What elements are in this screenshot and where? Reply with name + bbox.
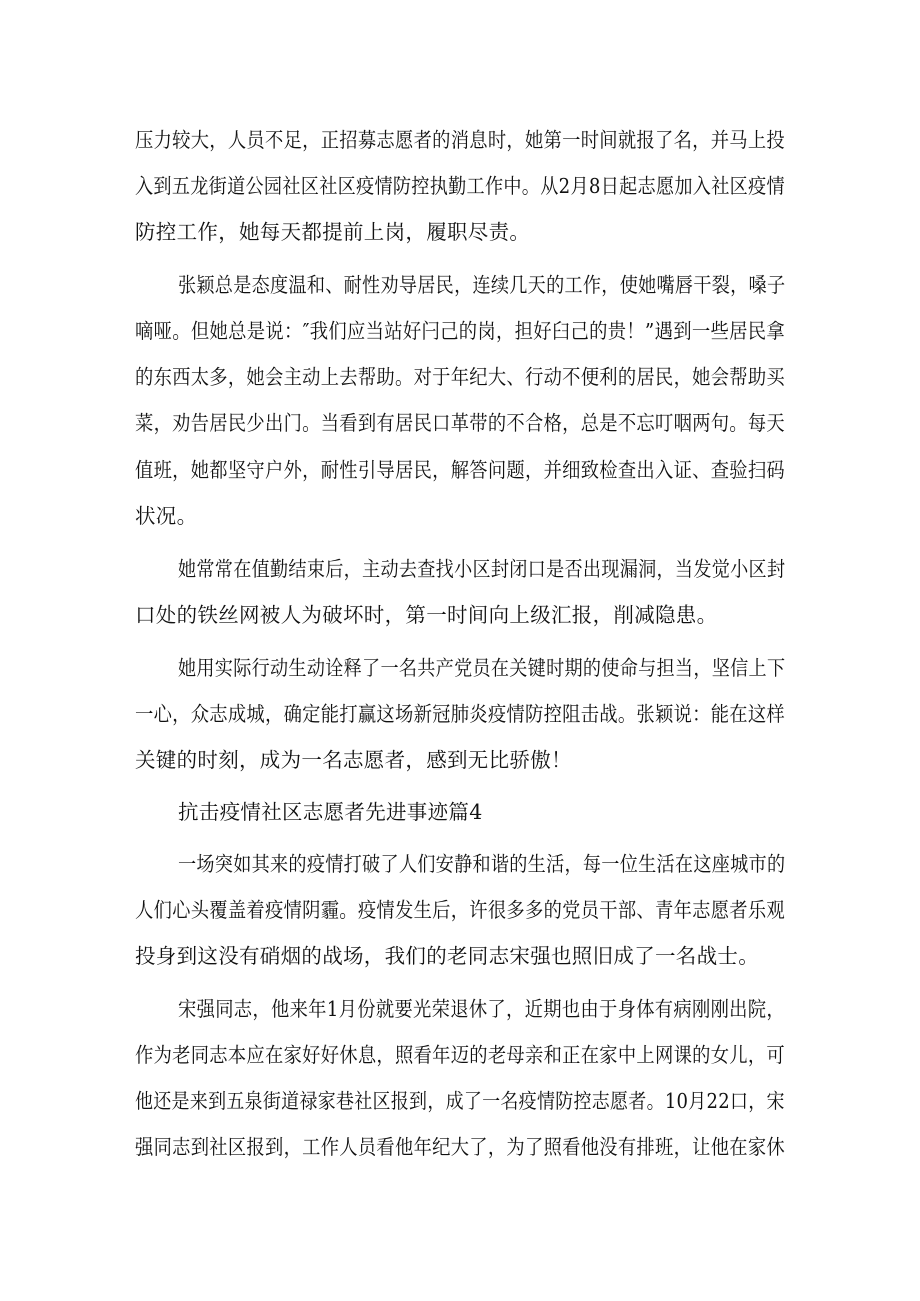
paragraph-2-line-6: 状况。 — [135, 504, 198, 528]
paragraph-4-line-3: 关键的时刻，成为一名志愿者，感到无比骄傲！ — [135, 748, 572, 772]
paragraph-1-line-1: 压力较大，人员不足，正招募志愿者的消息时，她第一时间就报了名，并马上投 — [135, 128, 785, 152]
paragraph-5-line-2: 人们心头覆盖着疫情阴霾。疫情发生后，许很多多的党员干部、青年志愿者乐观 — [135, 898, 785, 922]
paragraph-1-line-2: 入到五龙街道公园社区社区疫情防控执勤工作中。从2月8日起志愿加入社区疫情 — [135, 174, 785, 198]
paragraph-4-line-1: 她用实际行动生动诠释了一名共产党员在关键时期的使命与担当，坚信上下 — [178, 656, 786, 680]
paragraph-6-line-1: 宋强同志，他来年1月份就要光荣退休了，近期也由于身体有病刚刚出院， — [178, 997, 785, 1021]
paragraph-2-line-3: 的东西太多，她会主动上去帮助。对于年纪大、行动不便利的居民，她会帮助买 — [135, 365, 785, 389]
paragraph-5-line-3: 投身到这没有硝烟的战场，我们的老同志宋强也照旧成了一名战士。 — [135, 944, 759, 968]
paragraph-6-line-3: 他还是来到五泉街道禄家巷社区报到，成了一名疫情防控志愿者。10月22口，宋 — [135, 1089, 785, 1113]
paragraph-6-line-2: 作为老同志本应在家好好休息，照看年迈的老母亲和正在家中上网课的女儿，可 — [135, 1043, 785, 1067]
section-heading: 抗击疫情社区志愿者先进事迹篇4 — [178, 800, 483, 824]
paragraph-1-line-3: 防控工作，她每天都提前上岗，履职尽责。 — [135, 220, 531, 244]
paragraph-6-line-4: 强同志到社区报到，工作人员看他年纪大了，为了照看他没有排班，让他在家休 — [135, 1135, 785, 1159]
paragraph-4-line-2: 一心，众志成城，确定能打赢这场新冠肺炎疫情防控阻击战。张颖说：能在这样 — [135, 702, 785, 726]
paragraph-2-line-1: 张颖总是态度温和、耐性劝导居民，连续几天的工作，使她嘴唇干裂，嗓子 — [178, 273, 786, 297]
paragraph-2-line-2: 嘀哑。但她总是说：″我们应当站好闩己的岗，担好臼己的贵！”遇到一些居民拿 — [135, 319, 785, 343]
paragraph-3-line-2: 口处的铁丝网被人为破坏时，第一时间向上级汇报，削减隐患。 — [135, 603, 718, 627]
paragraph-2-line-5: 值班，她都坚守户外，耐性引导居民，解答问题，并细致检查出入证、查验扫码 — [135, 458, 785, 482]
paragraph-3-line-1: 她常常在值勤结束后，主动去查找小区封闭口是否出现漏洞，当发觉小区封 — [178, 557, 786, 581]
paragraph-5-line-1: 一场突如其来的疫情打破了人们安静和谐的生活，每一位生活在这座城市的 — [178, 852, 786, 876]
paragraph-2-line-4: 菜，劝告居民少出门。当看到有居民口革带的不合格，总是不忘叮咽两句。每天 — [135, 411, 785, 435]
